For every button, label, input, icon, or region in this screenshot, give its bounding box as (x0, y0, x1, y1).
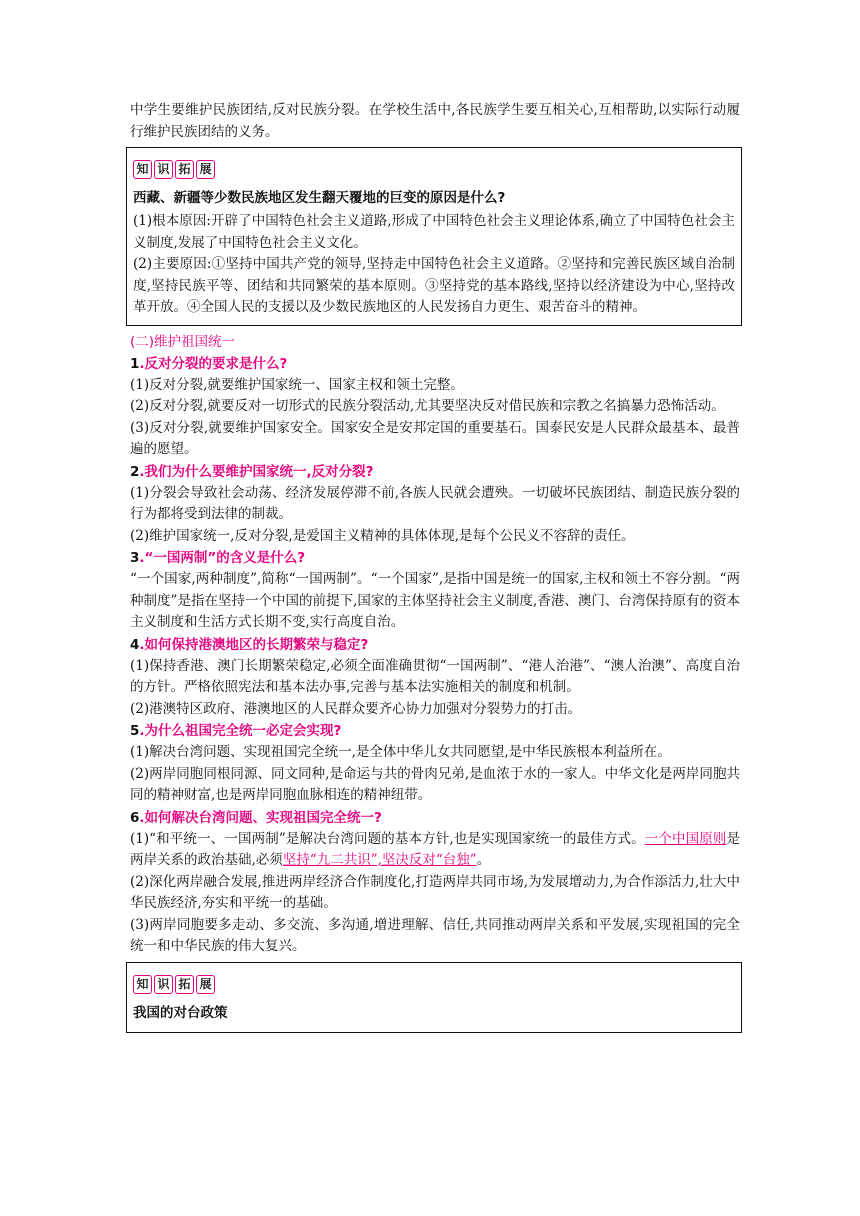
q1-answer-3: (3)反对分裂,就要维护国家安全。国家安全是安邦定国的重要基石。国泰民安是人民群众最基本、最普遍的愿望。 (130, 419, 740, 457)
one-china-principle-link[interactable]: 一个中国原则 (644, 830, 727, 847)
badge-char: 拓 (175, 160, 194, 179)
section-title: (二)维护祖国统一 (130, 333, 236, 350)
q3-answer-1: “一个国家,两种制度”,简称“一国两制”。“一个国家”,是指中国是统一的国家,主权和领土不容分割。“两种制度”是指在坚持一个中国的前提下,国家的主体坚持社会主义制度,香港、澳门、台湾保持原有的资本主义制度和生活方式长期不变,实行高度自治。 (130, 571, 740, 630)
question-title: .“一国两制”的含义是什么? (139, 550, 306, 566)
q4-answer-2: (2)港澳特区政府、港澳地区的人民群众要齐心协力加强对分裂势力的打击。 (130, 700, 582, 717)
q1-answer-2: (2)反对分裂,就要反对一切形式的民族分裂活动,尤其要坚决反对借民族和宗教之名搞暴力恐怖活动。 (130, 398, 725, 414)
question-number: 5 (130, 723, 140, 739)
question-number: 6 (130, 809, 140, 826)
question-5-heading (130, 720, 740, 742)
q6-text-a: (1)“和平统一、一国两制”是解决台湾问题的基本方针,也是实现国家统一的最佳方式。 (130, 830, 645, 847)
q5-answer-2: (2)两岸同胞同根同源、同文同种,是命运与共的骨肉兄弟,是血浓于水的一家人。中华文化是两岸同胞共同的精神财富,也是两岸同胞血脉相连的精神纽带。 (130, 765, 740, 803)
badge-char: 展 (196, 975, 215, 994)
box1-question: 西藏、新疆等少数民族地区发生翻天覆地的巨变的原因是什么? (133, 190, 506, 206)
box2-title: 我国的对台政策 (133, 1004, 228, 1021)
badge-char: 识 (154, 975, 173, 994)
q6-answer-1 (130, 829, 740, 872)
q6-answer-2: (2)深化两岸融合发展,推进两岸经济合作制度化,打造两岸共同市场,为发展增动力,为合作添活力,壮大中华民族经济,夯实和平统一的基础。 (130, 873, 740, 911)
q2-answer-2: (2)维护国家统一,反对分裂,是爱国主义精神的具体体现,是每个公民义不容辞的责任。 (130, 527, 635, 544)
question-4-heading (130, 634, 740, 656)
question-3-heading (130, 547, 740, 569)
question-1-heading (130, 353, 740, 375)
question-title: .我们为什么要维护国家统一,反对分裂? (139, 463, 374, 480)
q1-answer-1: (1)反对分裂,就要维护国家统一、国家主权和领土完整。 (130, 376, 464, 393)
knowledge-expansion-badge (133, 160, 215, 179)
q2-answer-1: (1)分裂会导致社会动荡、经济发展停滞不前,各族人民就会遭殃。一切破坏民族团结、制造民族分裂的行为都将受到法律的制裁。 (130, 484, 740, 522)
document-page (130, 100, 740, 1033)
1992-consensus-link[interactable]: 坚持“九二共识”,坚决反对“台独” (282, 852, 477, 868)
badge-char: 知 (133, 975, 152, 994)
question-6-heading (130, 807, 740, 829)
knowledge-expansion-box-2 (126, 962, 742, 1033)
badge-char: 知 (133, 160, 152, 179)
question-number: 4 (130, 636, 140, 653)
question-title: .为什么祖国完全统一必定会实现? (139, 723, 342, 739)
intro-paragraph: 中学生要维护民族团结,反对民族分裂。在学校生活中,各民族学生要互相关心,互相帮助,以实际行动履行维护民族团结的义务。 (130, 102, 740, 140)
q4-answer-1: (1)保持香港、澳门长期繁荣稳定,必须全面准确贯彻“一国两制”、“港人治港”、“澳人治澳”、高度自治的方针。严格依照宪法和基本法办事,完善与基本法实施相关的制度和机制。 (130, 657, 740, 695)
box1-answer-1: (1)根本原因:开辟了中国特色社会主义道路,形成了中国特色社会主义理论体系,确立了中国特色社会主义制度,发展了中国特色社会主义文化。 (133, 213, 735, 251)
badge-char: 展 (196, 160, 215, 179)
question-title: .反对分裂的要求是什么? (139, 355, 288, 372)
badge-char: 识 (154, 160, 173, 179)
q6-text-b: 是两岸关系的政治基础,必须 (130, 830, 741, 868)
question-number: 3 (130, 550, 140, 566)
badge-char: 拓 (175, 975, 194, 994)
question-number: 2 (130, 463, 140, 480)
knowledge-expansion-box-1 (126, 147, 742, 326)
q6-text-c: 。 (476, 852, 491, 868)
q6-answer-3: (3)两岸同胞要多走动、多交流、多沟通,增进理解、信任,共同推动两岸关系和平发展,实现祖国的完全统一和中华民族的伟大复兴。 (130, 916, 740, 954)
box1-answer-2: (2)主要原因:①坚持中国共产党的领导,坚持走中国特色社会主义道路。②坚持和完善民族区域自治制度,坚持民族平等、团结和共同繁荣的基本原则。③坚持党的基本路线,坚持以经济建设为中心,坚持改革开放。④全国人民的支援以及少数民族地区的人民发扬自力更生、艰苦奋斗的精神。 (133, 256, 735, 315)
question-2-heading (130, 461, 740, 483)
question-title: .如何保持港澳地区的长期繁荣与稳定? (139, 636, 369, 653)
q5-answer-1: (1)解决台湾问题、实现祖国完全统一,是全体中华儿女共同愿望,是中华民族根本利益所在。 (130, 744, 671, 760)
question-number: 1 (130, 355, 140, 372)
question-title: .如何解决台湾问题、实现祖国完全统一? (139, 809, 382, 826)
knowledge-expansion-badge (133, 975, 215, 994)
